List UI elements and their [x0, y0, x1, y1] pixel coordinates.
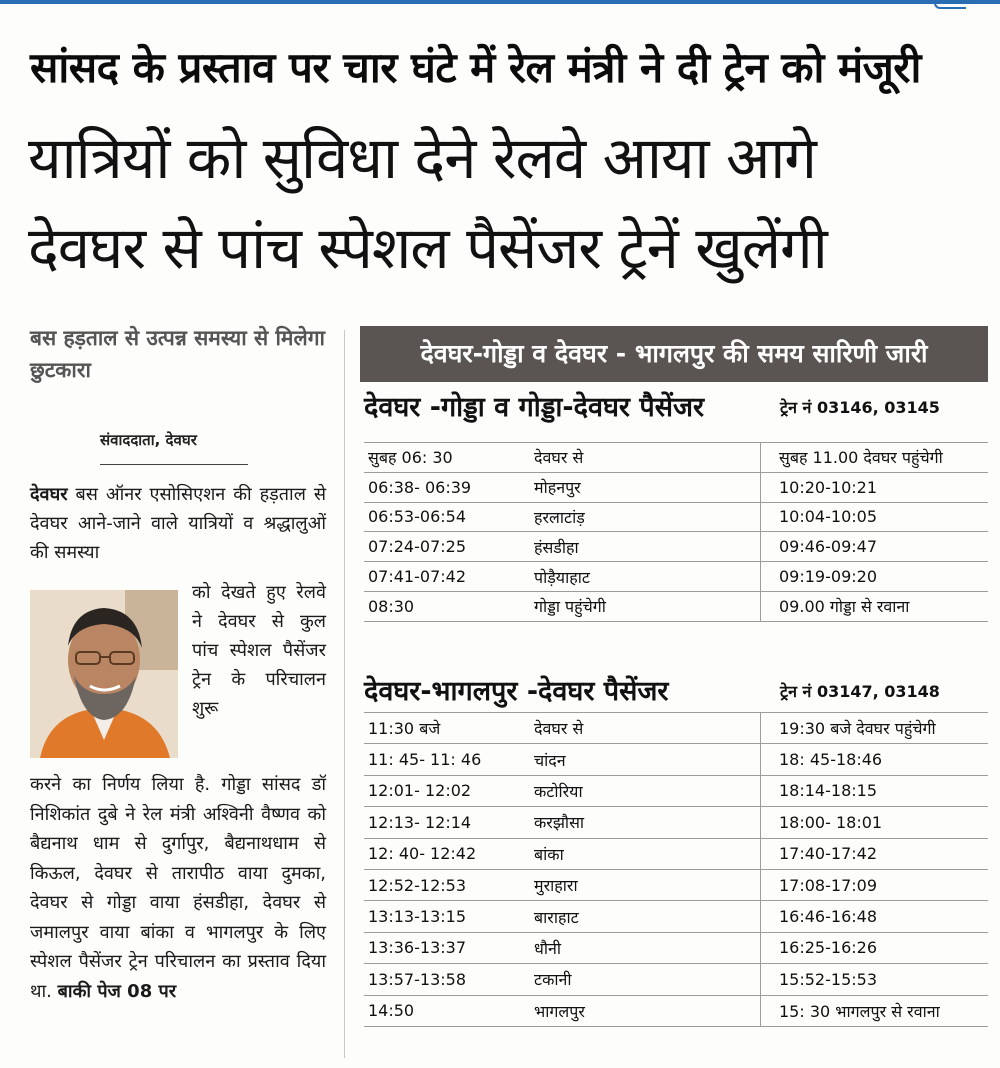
article-para-top [30, 480, 326, 567]
article-para-bottom [30, 770, 326, 1006]
table-row [364, 562, 988, 592]
subheadline-1: यात्रियों को सुविधा देने रेलवे आया आगे [28, 124, 816, 192]
return-cell: 17:08-17:09 [761, 869, 989, 900]
section2-title: देवघर-भागलपुर -देवघर पैसेंजर [364, 676, 669, 707]
table-row [364, 901, 988, 932]
dateline: देवघर [30, 484, 68, 505]
table-row [364, 932, 988, 963]
station-cell: गोड्डा पहुंचेगी [530, 591, 761, 621]
person-portrait-icon [30, 590, 178, 758]
table-row [364, 995, 988, 1026]
departure-cell: सुबह 06: 30 [364, 443, 530, 473]
return-cell: 10:20-10:21 [761, 472, 989, 502]
table-row [364, 591, 988, 621]
schedule-banner: देवघर-गोड्डा व देवघर - भागलपुर की समय सारिणी जारी [360, 326, 988, 382]
departure-cell: 13:57-13:58 [364, 964, 530, 995]
departure-cell: 12:13- 12:14 [364, 807, 530, 838]
station-cell: हंसडीहा [530, 532, 761, 562]
departure-cell: 06:53-06:54 [364, 502, 530, 532]
section1-title: देवघर -गोड्डा व गोड्डा-देवघर पैसेंजर [364, 392, 705, 423]
table-row [364, 713, 988, 744]
station-cell: कटोरिया [530, 775, 761, 806]
departure-cell: 13:13-13:15 [364, 901, 530, 932]
return-cell: 09:46-09:47 [761, 532, 989, 562]
return-cell: 10:04-10:05 [761, 502, 989, 532]
table-row [364, 964, 988, 995]
table-row [364, 869, 988, 900]
departure-cell: 06:38- 06:39 [364, 472, 530, 502]
section2-train-no: ट्रेन नं 03147, 03148 [780, 682, 940, 701]
article-para-right: को देखते हुए रेलवे ने देवघर से कुल पांच स्पेशल पैसेंजर ट्रेन के परिचालन शुरू [192, 582, 326, 719]
column-divider [344, 330, 345, 1058]
table-row [364, 532, 988, 562]
departure-cell: 14:50 [364, 995, 530, 1026]
departure-cell: 13:36-13:37 [364, 932, 530, 963]
return-cell: 18:14-18:15 [761, 775, 989, 806]
table-row [364, 472, 988, 502]
para-bottom-text: करने का निर्णय लिया है. गोड्डा सांसद डॉ निशिकांत दुबे ने रेल मंत्री अश्विनी वैष्णव को बैद्यनाथ धाम से दुर्गापुर, बैद्यनाथधाम से किऊल, देवघर से तारापीठ वाया दुमका, देवघर से गोड्डा वाया हंसडीहा, देवघर से जमालपुर वाया बांका व भागलपुर के लिए स्पेशल पैसेंजर ट्रेन परिचालन का प्रस्ताव दिया था. [30, 774, 326, 1002]
side-headline: बस हड़ताल से उत्पन्न समस्या से मिलेगा छुटकारा [30, 326, 325, 382]
return-cell: 17:40-17:42 [761, 838, 989, 869]
table-row [364, 807, 988, 838]
station-cell: भागलपुर [530, 995, 761, 1026]
corner-mark [934, 0, 966, 9]
departure-cell: 12:52-12:53 [364, 869, 530, 900]
departure-cell: 11:30 बजे [364, 713, 530, 744]
station-cell: पोड़ैयाहाट [530, 562, 761, 592]
station-cell: मुराहारा [530, 869, 761, 900]
return-cell: 15:52-15:53 [761, 964, 989, 995]
subheadline-2: देवघर से पांच स्पेशल पैसेंजर ट्रेनें खुलेंगी [28, 214, 827, 282]
departure-cell: 11: 45- 11: 46 [364, 744, 530, 775]
station-cell: चांदन [530, 744, 761, 775]
station-cell: धौनी [530, 932, 761, 963]
station-cell: करझौसा [530, 807, 761, 838]
station-cell: हरलाटांड़ [530, 502, 761, 532]
departure-cell: 12: 40- 12:42 [364, 838, 530, 869]
para-top-text: बस ऑनर एसोसिएशन की हड़ताल से देवघर आने-जाने वाले यात्रियों व श्रद्धालुओं की समस्या [30, 484, 326, 563]
table-row [364, 502, 988, 532]
return-cell: 09:19-09:20 [761, 562, 989, 592]
return-cell: 15: 30 भागलपुर से रवाना [761, 995, 989, 1026]
return-cell: सुबह 11.00 देवघर पहुंचेगी [761, 443, 989, 473]
table-row [364, 443, 988, 473]
return-cell: 09.00 गोड्डा से रवाना [761, 591, 989, 621]
return-cell: 18:00- 18:01 [761, 807, 989, 838]
return-cell: 19:30 बजे देवघर पहुंचेगी [761, 713, 989, 744]
table-row [364, 775, 988, 806]
continued-on-page: बाकी पेज 08 पर [57, 980, 177, 1002]
mp-photo [30, 590, 178, 758]
departure-cell: 07:24-07:25 [364, 532, 530, 562]
departure-cell: 07:41-07:42 [364, 562, 530, 592]
byline: संवाददाता, देवघर [100, 431, 197, 449]
section2-timetable [364, 712, 988, 1027]
section1-timetable [364, 442, 988, 622]
byline-divider [100, 464, 248, 465]
station-cell: देवघर से [530, 443, 761, 473]
station-cell: टकानी [530, 964, 761, 995]
station-cell: बांका [530, 838, 761, 869]
return-cell: 16:46-16:48 [761, 901, 989, 932]
section1-train-no: ट्रेन नं 03146, 03145 [780, 398, 940, 417]
station-cell: देवघर से [530, 713, 761, 744]
return-cell: 18: 45-18:46 [761, 744, 989, 775]
headline: सांसद के प्रस्ताव पर चार घंटे में रेल मंत्री ने दी ट्रेन को मंजूरी [30, 43, 921, 92]
top-border [0, 0, 1000, 4]
station-cell: मोहनपुर [530, 472, 761, 502]
table-row [364, 744, 988, 775]
departure-cell: 12:01- 12:02 [364, 775, 530, 806]
table-row [364, 838, 988, 869]
return-cell: 16:25-16:26 [761, 932, 989, 963]
departure-cell: 08:30 [364, 591, 530, 621]
station-cell: बाराहाट [530, 901, 761, 932]
